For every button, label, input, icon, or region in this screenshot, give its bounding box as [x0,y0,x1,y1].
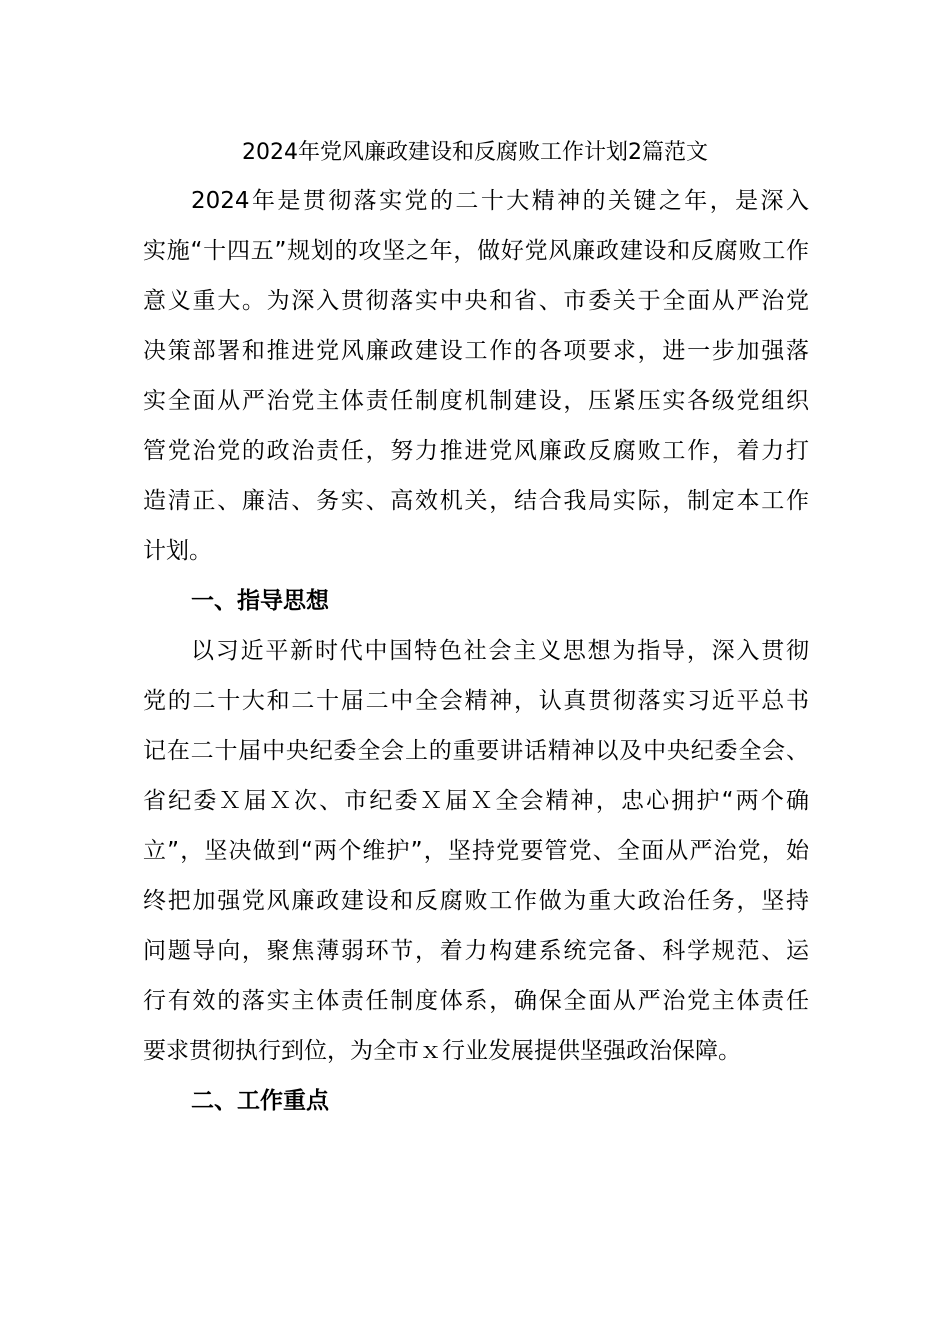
section1-line: 问题导向，聚焦薄弱环节，着力构建系统完备、科学规范、运 [143,938,809,964]
intro-line: 2024年是贯彻落实党的二十大精神的关键之年，是深入 [191,188,809,214]
section1-line: 立”，坚决做到“两个维护”，坚持党要管党、全面从严治党，始 [143,838,809,864]
section-heading-work-focus: 二、工作重点 [191,1088,329,1114]
intro-line: 决策部署和推进党风廉政建设工作的各项要求，进一步加强落 [143,338,809,364]
document-title: 2024年党风廉政建设和反腐败工作计划2篇范文 [242,140,708,165]
intro-paragraph [143,176,809,1126]
intro-line: 造清正、廉洁、务实、高效机关，结合我局实际，制定本工作 [143,488,809,514]
section-heading-guiding-ideology: 一、指导思想 [191,588,329,614]
section1-line: 行有效的落实主体责任制度体系，确保全面从严治党主体责任 [143,988,809,1014]
section1-line: 以习近平新时代中国特色社会主义思想为指导，深入贯彻 [191,638,809,664]
intro-line: 管党治党的政治责任，努力推进党风廉政反腐败工作，着力打 [143,438,809,464]
intro-line: 实施“十四五”规划的攻坚之年，做好党风廉政建设和反腐败工作 [143,238,809,264]
intro-line: 意义重大。为深入贯彻落实中央和省、市委关于全面从严治党 [143,288,809,314]
section1-line: 省纪委Ｘ届Ｘ次、市纪委Ｘ届Ｘ全会精神，忠心拥护“两个确 [143,788,809,814]
intro-line: 计划。 [143,538,212,564]
section1-line: 要求贯彻执行到位，为全市ｘ行业发展提供坚强政治保障。 [143,1038,741,1064]
section1-line: 党的二十大和二十届二中全会精神，认真贯彻落实习近平总书 [143,688,809,714]
section1-line: 记在二十届中央纪委全会上的重要讲话精神以及中央纪委全会、 [143,738,809,764]
intro-line: 实全面从严治党主体责任制度机制建设，压紧压实各级党组织 [143,388,809,414]
section1-line: 终把加强党风廉政建设和反腐败工作做为重大政治任务，坚持 [143,888,809,914]
